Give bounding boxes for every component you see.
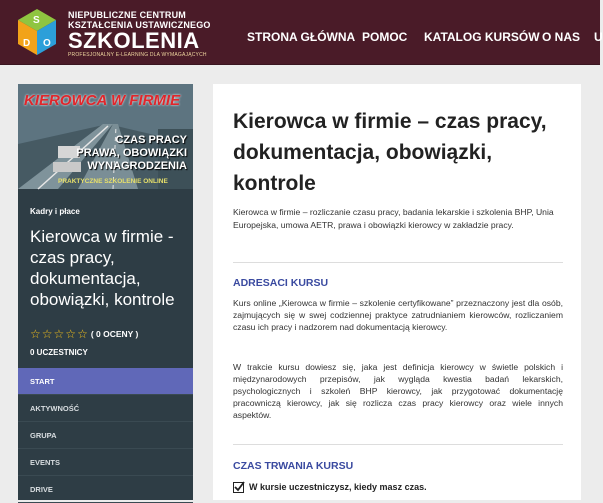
section-heading-audience: ADRESACI KURSU bbox=[233, 277, 329, 289]
svg-text:O: O bbox=[43, 38, 51, 49]
brand-tagline: PROFESJONALNY E-LEARNING DLA WYMAGAJĄCYCH bbox=[68, 52, 207, 58]
star-empty-icon: ☆ bbox=[41, 327, 53, 341]
menu-item-drive[interactable]: DRIVE bbox=[18, 476, 193, 503]
nav-home[interactable]: STRONA GŁÓWNA bbox=[247, 30, 356, 44]
svg-text:S: S bbox=[33, 15, 40, 26]
banner-line-2: PRAWA, OBOWIĄZKI bbox=[76, 147, 187, 159]
menu-item-group[interactable]: GRUPA bbox=[18, 422, 193, 449]
sidebar-course-title: Kierowca w firmie - czas pracy, dokumentacja, obowiązki, kontrole bbox=[30, 227, 175, 309]
audience-paragraph-2: W trakcie kursu dowiesz się, jaka jest definicja kierowcy w świetle polskich i międzynarodowych przepisów, jak wygląda kwestia badań lekarskich, psychologicznych i szkoleń BHP kierowcy, jak przygotować dokumentację pracowniczą kierowcy, jak się rozlicza czas pracy kierowcy oraz wiele innych aspektów. bbox=[233, 362, 563, 420]
banner-subtitle: PRAKTYCZNE SZKOLENIE ONLINE bbox=[58, 178, 168, 185]
checkbox-checked-icon bbox=[233, 481, 245, 493]
course-description: Kierowca w firmie – rozliczanie czasu pracy, badania lekarskie i szkolenia BHP, Unia Europejska, umowa AETR, prawa i obowiązki kierowcy w zakładzie pracy. bbox=[233, 207, 554, 230]
page-title: Kierowca w firmie – czas pracy, dokumentacja, obowiązki, kontrole bbox=[233, 110, 547, 195]
banner-line-1: CZAS PRACY bbox=[115, 134, 187, 146]
star-empty-icon: ☆ bbox=[30, 327, 41, 341]
divider bbox=[233, 444, 563, 445]
section-heading-duration: CZAS TRWANIA KURSU bbox=[233, 460, 354, 472]
star-empty-icon: ☆ bbox=[53, 327, 65, 341]
svg-text:D: D bbox=[23, 38, 31, 49]
course-menu bbox=[18, 368, 193, 503]
star-empty-icon: ☆ bbox=[77, 327, 88, 341]
star-empty-icon: ☆ bbox=[65, 327, 77, 341]
course-sidebar bbox=[18, 84, 193, 500]
participants-count: 0 UCZESTNICY bbox=[30, 348, 88, 357]
course-rating bbox=[30, 328, 138, 340]
nav-help[interactable]: POMOC bbox=[362, 30, 408, 44]
menu-item-activity[interactable]: AKTYWNOŚĆ bbox=[18, 395, 193, 422]
divider bbox=[233, 262, 563, 263]
course-banner bbox=[18, 84, 193, 189]
nav-catalog[interactable]: KATALOG KURSÓW bbox=[424, 30, 540, 44]
menu-item-start[interactable]: START bbox=[18, 368, 193, 395]
course-content bbox=[213, 84, 581, 500]
brand-line-2: KSZTAŁCENIA USTAWICZNEGO bbox=[68, 20, 211, 30]
banner-line-3: WYNAGRODZENIA bbox=[87, 160, 187, 172]
menu-item-events[interactable]: EVENTS bbox=[18, 449, 193, 476]
site-header bbox=[0, 0, 603, 65]
brand-line-1: NIEPUBLICZNE CENTRUM bbox=[68, 10, 186, 20]
duration-text: W kursie uczestniczysz, kiedy masz czas. bbox=[249, 482, 427, 492]
audience-paragraph-1: Kurs online „Kierowca w firmie – szkolenie certyfikowane” przeznaczony jest dla osób, zajmujących się w swej codziennej praktyce zatrudnianiem kierowców, rozliczaniem czasu ich pracy i nadzorem nad dokumentacją kierowcy. bbox=[233, 298, 563, 332]
banner-title: KIEROWCA W FIRMIE bbox=[24, 92, 181, 109]
nav-more[interactable]: U bbox=[594, 30, 603, 44]
course-category[interactable]: Kadry i płace bbox=[30, 207, 80, 216]
brand-name[interactable]: SZKOLENIA bbox=[68, 28, 200, 53]
site-logo[interactable] bbox=[16, 8, 58, 56]
nav-about[interactable]: O NAS bbox=[542, 30, 581, 44]
duration-item bbox=[233, 481, 427, 493]
rating-count: ( 0 OCENY ) bbox=[90, 329, 139, 339]
